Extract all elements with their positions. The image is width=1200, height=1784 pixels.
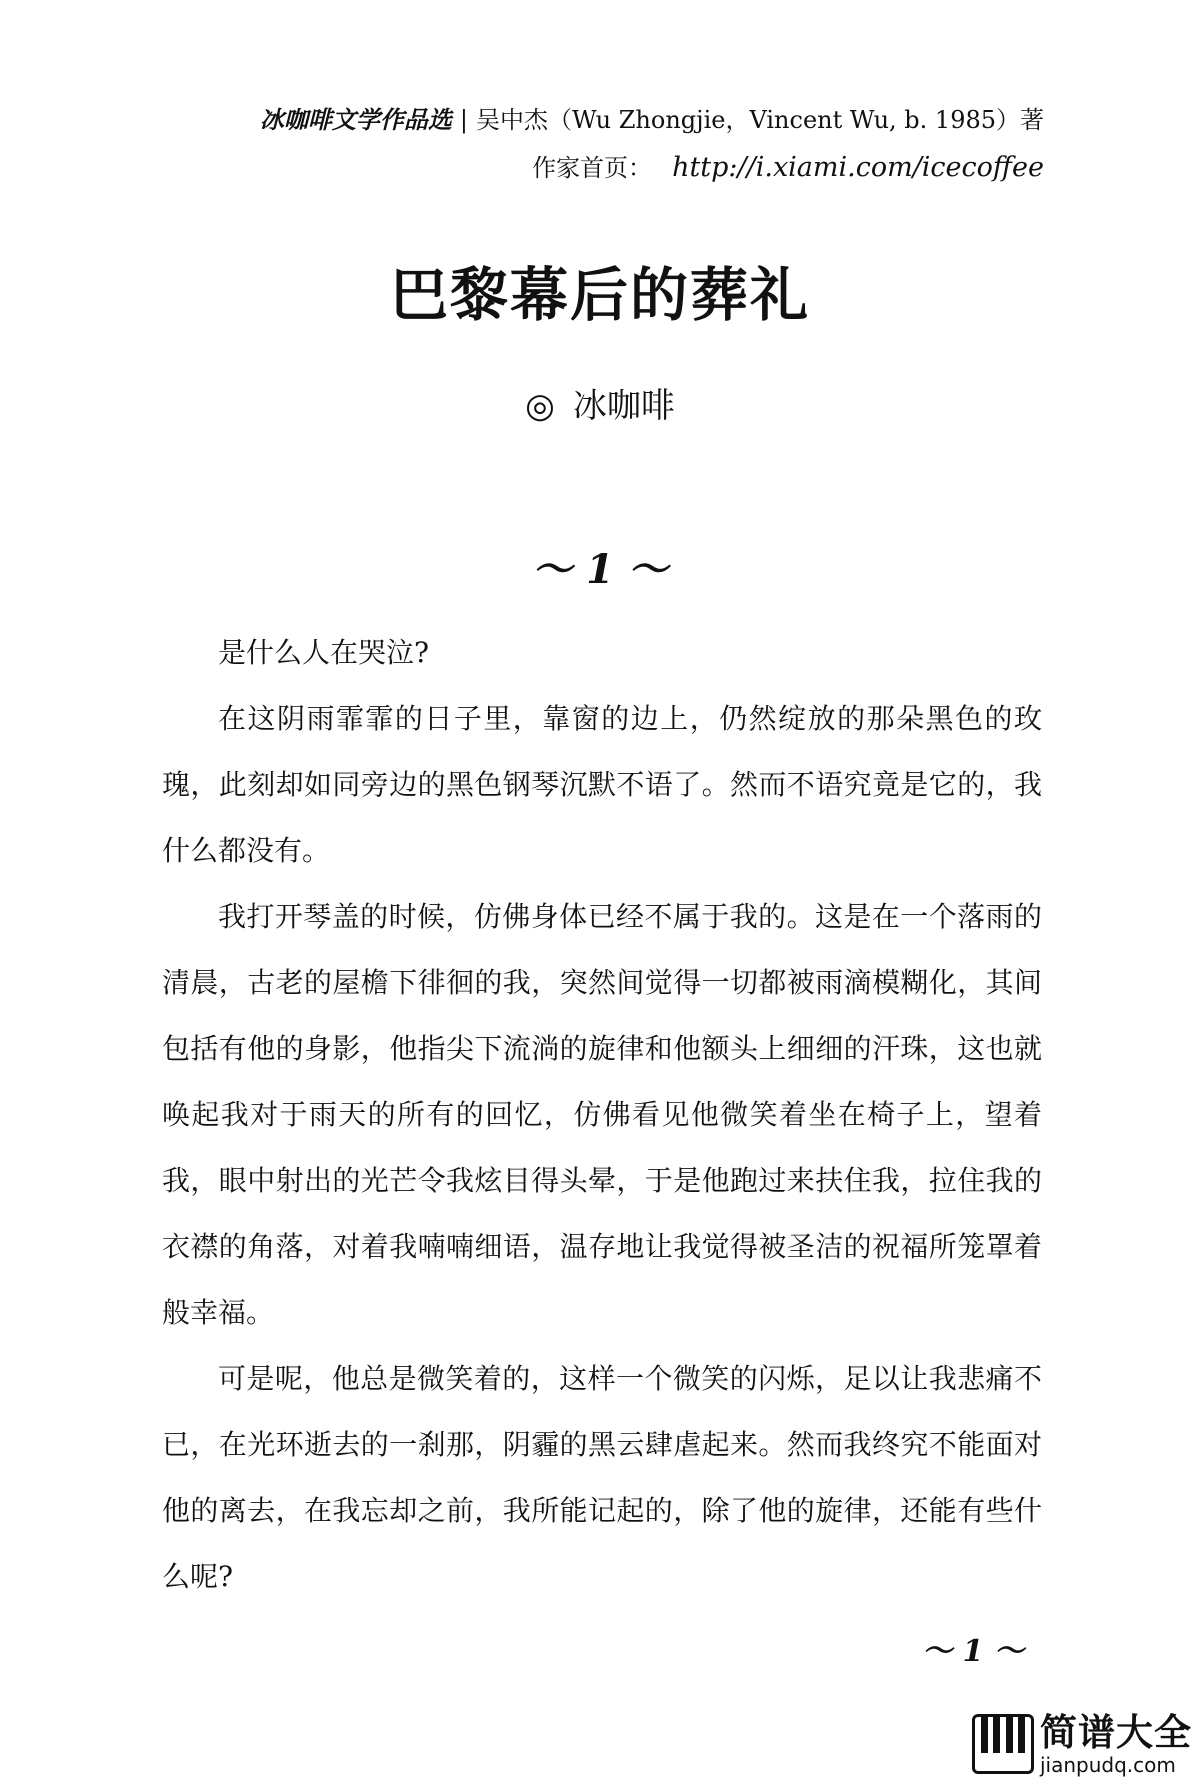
paragraph-1: 是什么人在哭泣?	[218, 636, 430, 669]
watermark-site: jianpudq.com	[1040, 1752, 1176, 1777]
section-number: ～ 1 ～	[532, 546, 668, 593]
series-title: 冰咖啡文学作品选	[259, 105, 452, 134]
byline-mark: ◎	[525, 386, 555, 426]
page-title: 巴黎幕后的葬礼	[389, 261, 810, 329]
homepage-url: http://i.xiami.com/icecoffee	[672, 152, 1044, 183]
watermark-text	[1040, 1710, 1192, 1777]
watermark-logo	[972, 1708, 1194, 1780]
piano-keys-icon	[972, 1714, 1034, 1774]
homepage-label: 作家首页：	[532, 154, 653, 182]
header-line-1	[260, 96, 1044, 144]
byline-author: 冰咖啡	[572, 386, 675, 426]
byline	[0, 378, 1200, 427]
paragraph-4: 可是呢，他总是微笑着的，这样一个微笑的闪烁，足以让我悲痛不已，在光环逝去的一刹那，阴霾的黑云肆虐起来。然而我终究不能面对他的离去，在我忘却之前，我所能记起的，除了他的旋律，还能有些什么呢?	[162, 1362, 1042, 1593]
article-body	[162, 620, 1042, 1610]
header-separator: |	[459, 106, 468, 134]
paragraph-3: 我打开琴盖的时候，仿佛身体已经不属于我的。这是在一个落雨的清晨，古老的屋檐下徘徊的我，突然间觉得一切都被雨滴模糊化，其间包括有他的身影，他指尖下流淌的旋律和他额头上细细的汗珠，这也就唤起我对于雨天的所有的回忆，仿佛看见他微笑着坐在椅子上，望着我，眼中射出的光芒令我炫目得头晕，于是他跑过来扶住我，拉住我的衣襟的角落，对着我喃喃细语，温存地让我觉得被圣洁的祝福所笼罩着般幸福。	[162, 900, 1042, 1329]
page-number: ～ 1 ～	[922, 1634, 1024, 1669]
author-credit: 吴中杰（Wu Zhongjie，Vincent Wu, b. 1985）著	[475, 106, 1044, 134]
header-line-2	[260, 144, 1044, 192]
paragraph-2: 在这阴雨霏霏的日子里，靠窗的边上，仍然绽放的那朵黑色的玫瑰，此刻却如同旁边的黑色钢琴沉默不语了。然而不语究竟是它的，我什么都没有。	[162, 702, 1042, 867]
watermark-name: 简谱大全	[1040, 1710, 1192, 1754]
page-header	[260, 96, 1044, 192]
